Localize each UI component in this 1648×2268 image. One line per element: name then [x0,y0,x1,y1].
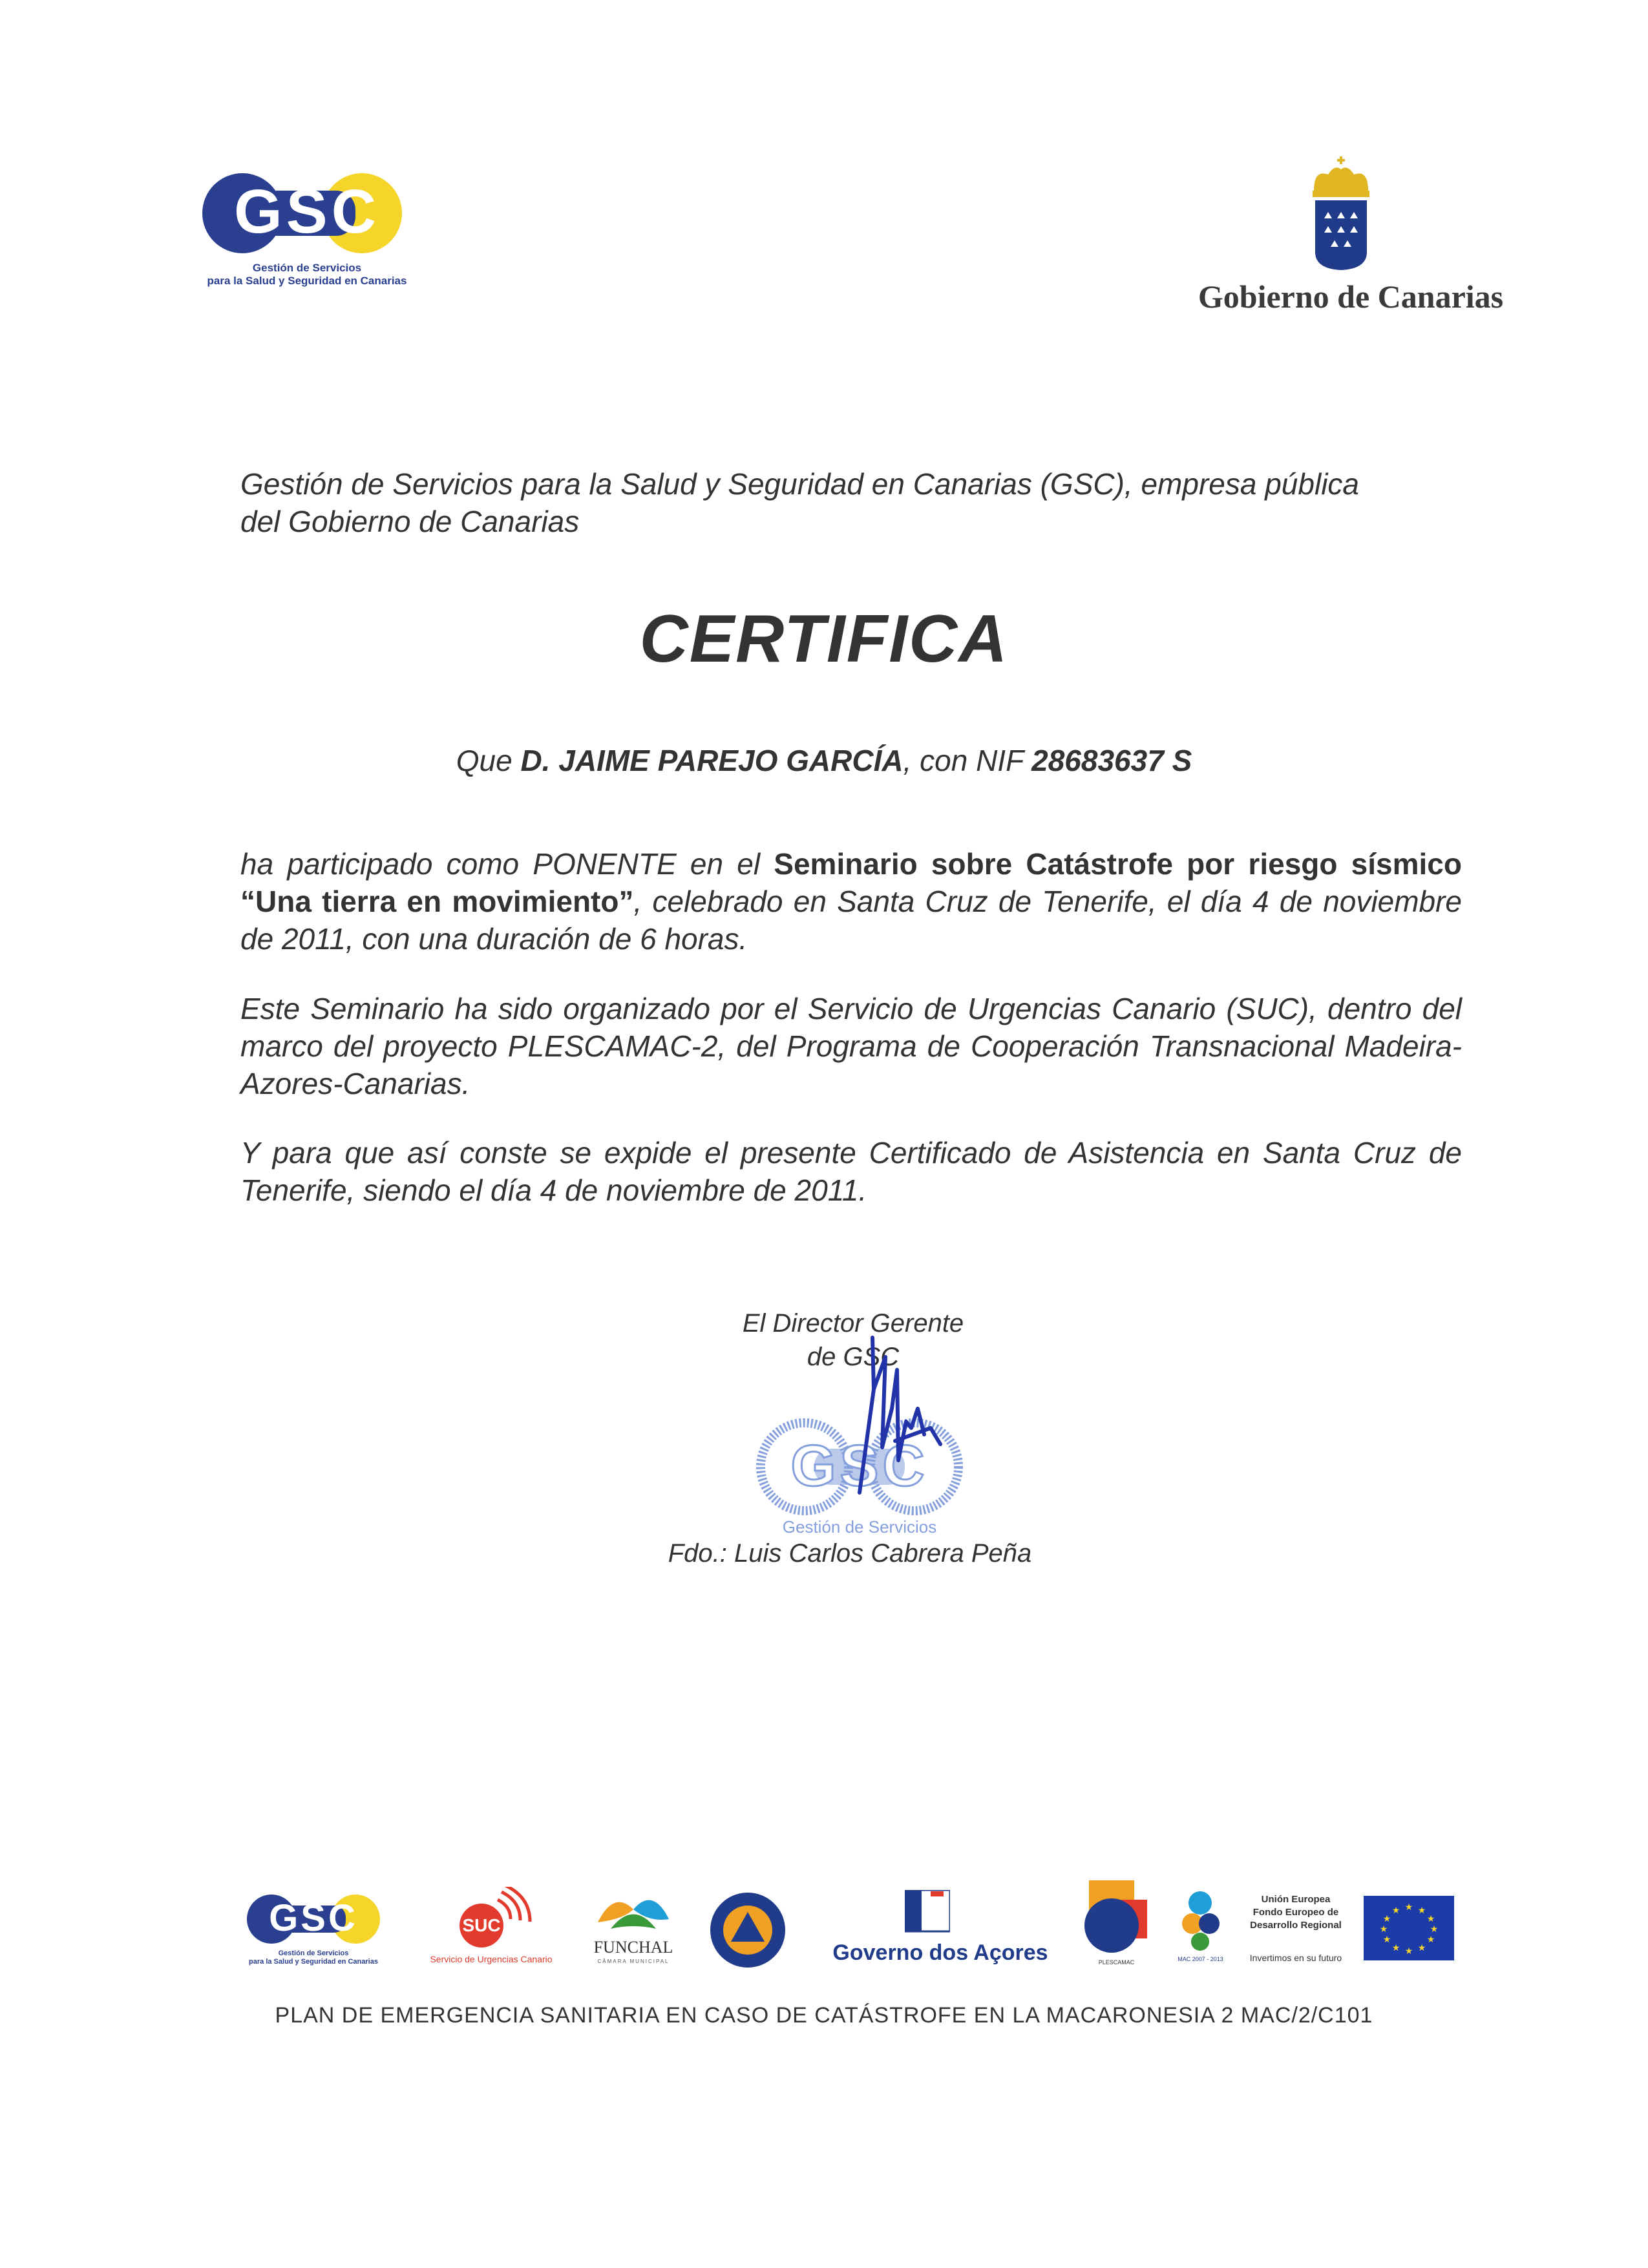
eu-flag-icon [1364,1896,1454,1960]
svg-text:★: ★ [1382,1914,1391,1924]
recipient-name: D. JAIME PAREJO GARCÍA [520,744,903,777]
svg-text:★: ★ [1391,1943,1400,1953]
footer-mac-logo [1167,1884,1234,1971]
participation-details: , celebrado en Santa Cruz de Tenerife, el día 4 de noviembre de 2011, con una duración de 6 horas. [240,885,1462,956]
eu-line4: Invertimos en su futuro [1249,1953,1342,1963]
protecao-civil-icon [708,1890,788,1971]
plescamac-caption: PLESCAMAC [1098,1959,1135,1966]
footer-gsc-logo [233,1890,394,1968]
gsc-logo-letters: GSC [233,177,381,246]
signer-name: Fdo.: Luis Carlos Cabrera Peña [668,1539,1032,1568]
footer-funchal-logo [585,1884,682,1974]
issuer-intro-line1: Gestión de Servicios para la Salud y Seguridad en Canarias (GSC), empresa pública [240,467,1359,501]
svg-text:★: ★ [1404,1946,1413,1957]
svg-text:★: ★ [1430,1924,1439,1935]
footer-gsc-line1: Gestión de Servicios [278,1949,349,1957]
gsc-logo-line2: para la Salud y Seguridad en Canarias [207,275,407,288]
svg-text:★: ★ [1379,1924,1388,1935]
svg-text:★: ★ [1417,1906,1426,1916]
svg-text:★: ★ [1426,1914,1435,1924]
gsc-logo-line1: Gestión de Servicios [252,262,362,274]
svg-text:★: ★ [1404,1902,1413,1913]
recipient-nif: 28683637 S [1031,744,1192,777]
svg-text:★: ★ [1391,1906,1400,1916]
participation-intro: ha participado como PONENTE en el [240,847,774,881]
gsc-stamp-letters: GSC [790,1434,929,1498]
footer-gsc-letters: GSC [269,1897,358,1939]
mac-program-icon [1167,1884,1234,1955]
organizer-paragraph: Este Seminario ha sido organizado por el Servicio de Urgencias Canario (SUC), dentro del marco del proyecto PLESCAMAC-2, del Programa de Cooperación Transnacional Madeira-Azores-Canarias. [240,992,1462,1100]
acores-flag-icon [905,1890,950,1935]
acores-name: Governo dos Açores [832,1940,1048,1965]
recipient-line [0,743,1648,778]
svg-text:★: ★ [1426,1935,1435,1945]
participation-paragraph [240,845,1462,958]
recipient-mid: , con NIF [903,744,1032,777]
svg-text:★: ★ [1382,1935,1391,1945]
protecao-civil-text [708,1924,788,1929]
gsc-stamp-text: Gestión de Servicios [782,1517,937,1537]
footer-acores-logo [818,1890,1063,1968]
issuer-intro [240,465,1462,540]
svg-text:★: ★ [1417,1943,1426,1953]
canarias-coat-of-arms-icon [1302,155,1380,271]
eu-line2: Fondo Europeo de [1252,1907,1339,1918]
gsc-header-logo [181,165,433,294]
footer-plan-text: PLAN DE EMERGENCIA SANITARIA EN CASO DE CATÁSTROFE EN LA MACARONESIA 2 MAC/2/C101 [275,2003,1373,2028]
eu-line3: Desarrollo Regional [1250,1920,1342,1931]
signature-role-line2: de GSC [807,1343,900,1371]
handwritten-signature [834,1331,963,1506]
gobierno-canarias-logo [1176,155,1525,323]
funchal-leaves-icon [585,1884,682,1935]
footer-plescamac-logo [1076,1880,1157,1971]
footer-protecao-civil-logo [708,1890,788,1971]
plescamac-icon [1076,1880,1157,1958]
suc-letters: SUC [462,1915,501,1935]
eu-line1: Unión Europea [1261,1894,1331,1905]
funchal-sub: CÂMARA MUNICIPAL [597,1958,670,1964]
suc-caption: Servicio de Urgencias Canario [430,1954,553,1964]
issuer-intro-line2: del Gobierno de Canarias [240,505,580,538]
seminar-title: Seminario sobre Catástrofe por riesgo sísmico “Una tierra en movimiento” [240,847,1462,918]
certificate-title: CERTIFICA [639,602,1009,677]
footer-gsc-line2: para la Salud y Seguridad en Canarias [249,1958,378,1966]
funchal-name: FUNCHAL [593,1938,673,1957]
footer-eu-feder-logo [1234,1893,1454,1971]
signature-role-line1: El Director Gerente [742,1309,964,1338]
mac-caption: MAC 2007 - 2013 [1178,1956,1223,1962]
recipient-prefix: Que [456,744,521,777]
issuance-paragraph: Y para que así conste se expide el presente Certificado de Asistencia en Santa Cruz de Tenerife, siendo el día 4 de noviembre de 2011. [240,1136,1462,1207]
gobierno-canarias-name: Gobierno de Canarias [1198,278,1504,315]
footer-suc-logo [420,1887,562,1971]
